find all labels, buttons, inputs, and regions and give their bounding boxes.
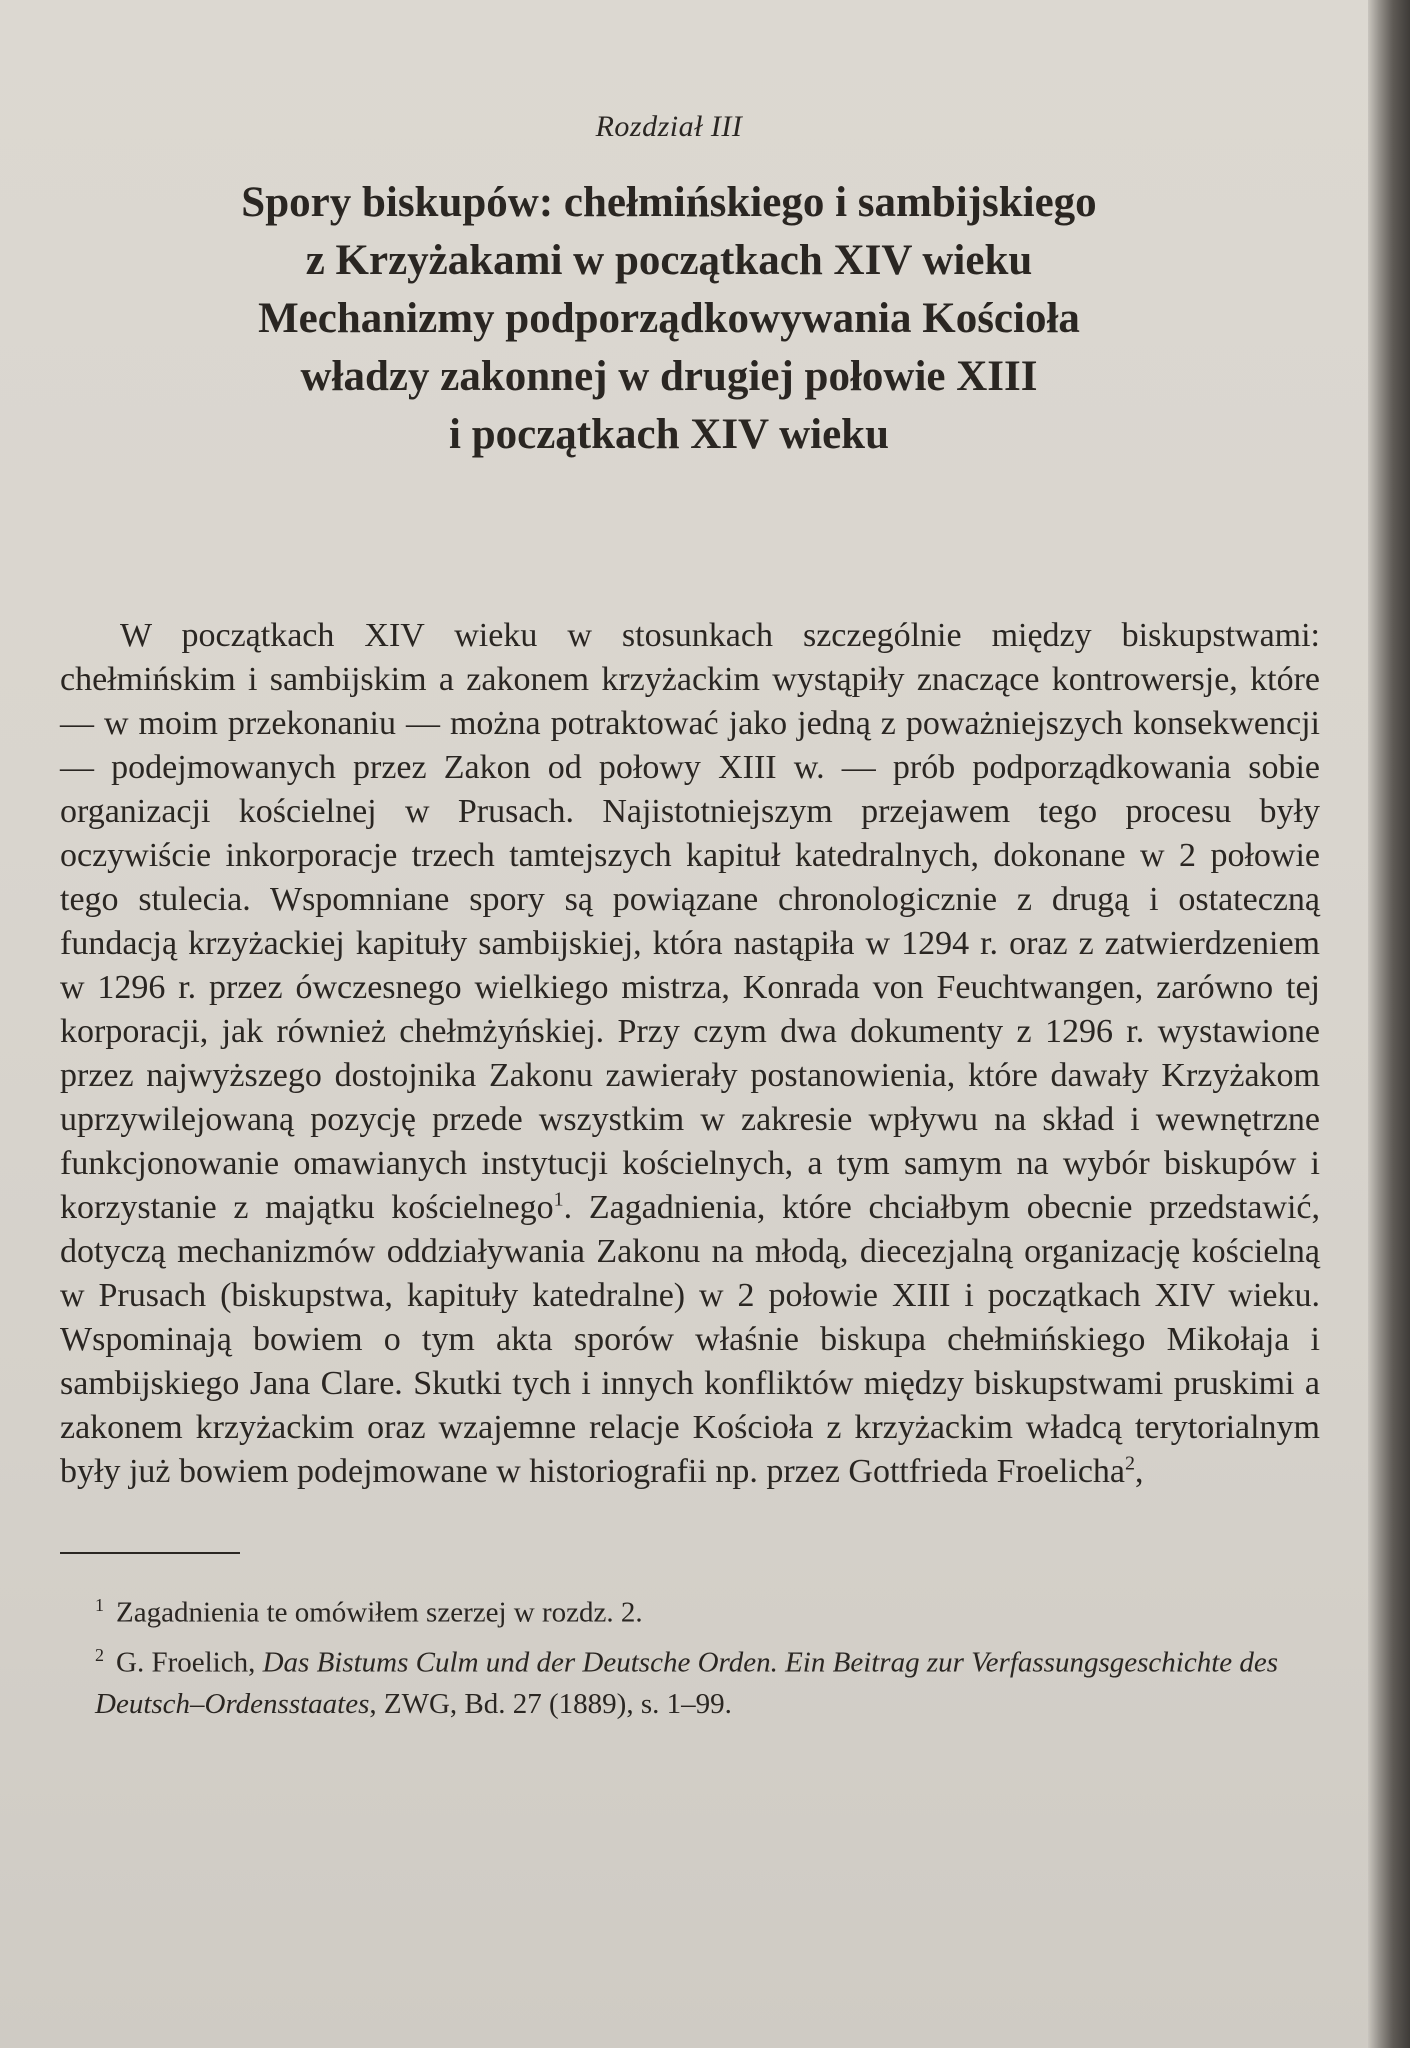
footnote-1-number: 1 [95,1595,104,1615]
footnote-2-author: G. Froelich, [116,1646,263,1679]
chapter-heading: Rozdział III [595,110,743,143]
footnote-2-rest: , ZWG, Bd. 27 (1889), s. 1–99. [369,1688,732,1721]
footnote-ref-1: 1 [553,1188,564,1211]
title-line-2: z Krzyżakami w początkach XIV wieku [305,237,1033,284]
title-line-5: i początkach XIV wieku [449,411,889,458]
footnote-2-number: 2 [95,1644,104,1665]
footnote-ref-2: 2 [1125,1452,1136,1475]
footnote-2 [60,1634,1320,1726]
title-line-3: Mechanizmy podporządkowywania Kościoła [258,295,1080,342]
title-line-4: władzy zakonnej w drugiej połowie XIII [300,353,1038,400]
body-text-part-1: W początkach XIV wieku w stosunkach szczególnie między biskupstwami: chełmińskim i sambijskim a zakonem krzyżackim wystąpiły znaczące kontrowersje, które — w moim przekonaniu — można potraktować jako jedną z poważniejszych konsekwencji — podejmowanych przez Zakon od połowy XIII w. — prób podporządkowania sobie organizacji kościelnej w Prusach. Najistotniejszym przejawem tego procesu były oczywiście inkorporacje trzech tamtejszych kapituł katedralnych, dokonane w 2 połowie tego stulecia. Wspomniane spory są powiązane chronologicznie z drugą i ostateczną fundacją krzyżackiej kapituły sambijskiej, która nastąpiła w 1294 r. oraz z zatwierdzeniem w 1296 r. przez ówczesnego wielkiego mistrza, Konrada von Feuchtwangen, zarówno tej korporacji, jak również chełmżyńskiej. Przy czym dwa dokumenty z 1296 r. wystawione przez najwyższego dostojnika Zakonu zawierały postanowienia, które dawały Krzyżakom uprzywilejowaną pozycję przede wszystkim w zakresie wpływu na skład i wewnętrzne funkcjonowanie omawianych instytucji kościelnych, a tym samym na wybór biskupów i korzystanie z majątku kościelnego [60,617,1320,1226]
body-text-part-3: , [1135,1453,1144,1490]
footnote-2-title: Das Bistums Culm und der Deutsche Orden. Ein Beitrag zur Verfassungsgeschichte des Deutsch–Ordensstaates [95,1646,1279,1721]
body-paragraph [60,614,1320,1494]
footnote-divider [60,1552,240,1554]
page-edge [1368,0,1410,2048]
chapter-title [60,174,1278,464]
footnote-1-text: Zagadnienia te omówiłem szerzej w rozdz. 2. [116,1596,643,1629]
body-text-part-2: . Zagadnienia, które chciałbym obecnie przedstawić, dotyczą mechanizmów oddziaływania Zakonu na młodą, diecezjalną organizację kościelną w Prusach (biskupstwa, kapituły katedralne) w 2 połowie XIII i początkach XIV wieku. Wspominają bowiem o tym akta sporów właśnie biskupa chełmińskiego Mikołaja i sambijskiego Jana Clare. Skutki tych i innych konfliktów między biskupstwami pruskimi a zakonem krzyżackim oraz wzajemne relacje Kościoła z krzyżackim władcą terytorialnym były już bowiem podejmowane w historiografii np. przez Gottfrieda Froelicha [60,1189,1320,1490]
title-line-1: Spory biskupów: chełmińskiego i sambijskiego [241,179,1097,226]
footnote-1 [60,1584,1320,1634]
